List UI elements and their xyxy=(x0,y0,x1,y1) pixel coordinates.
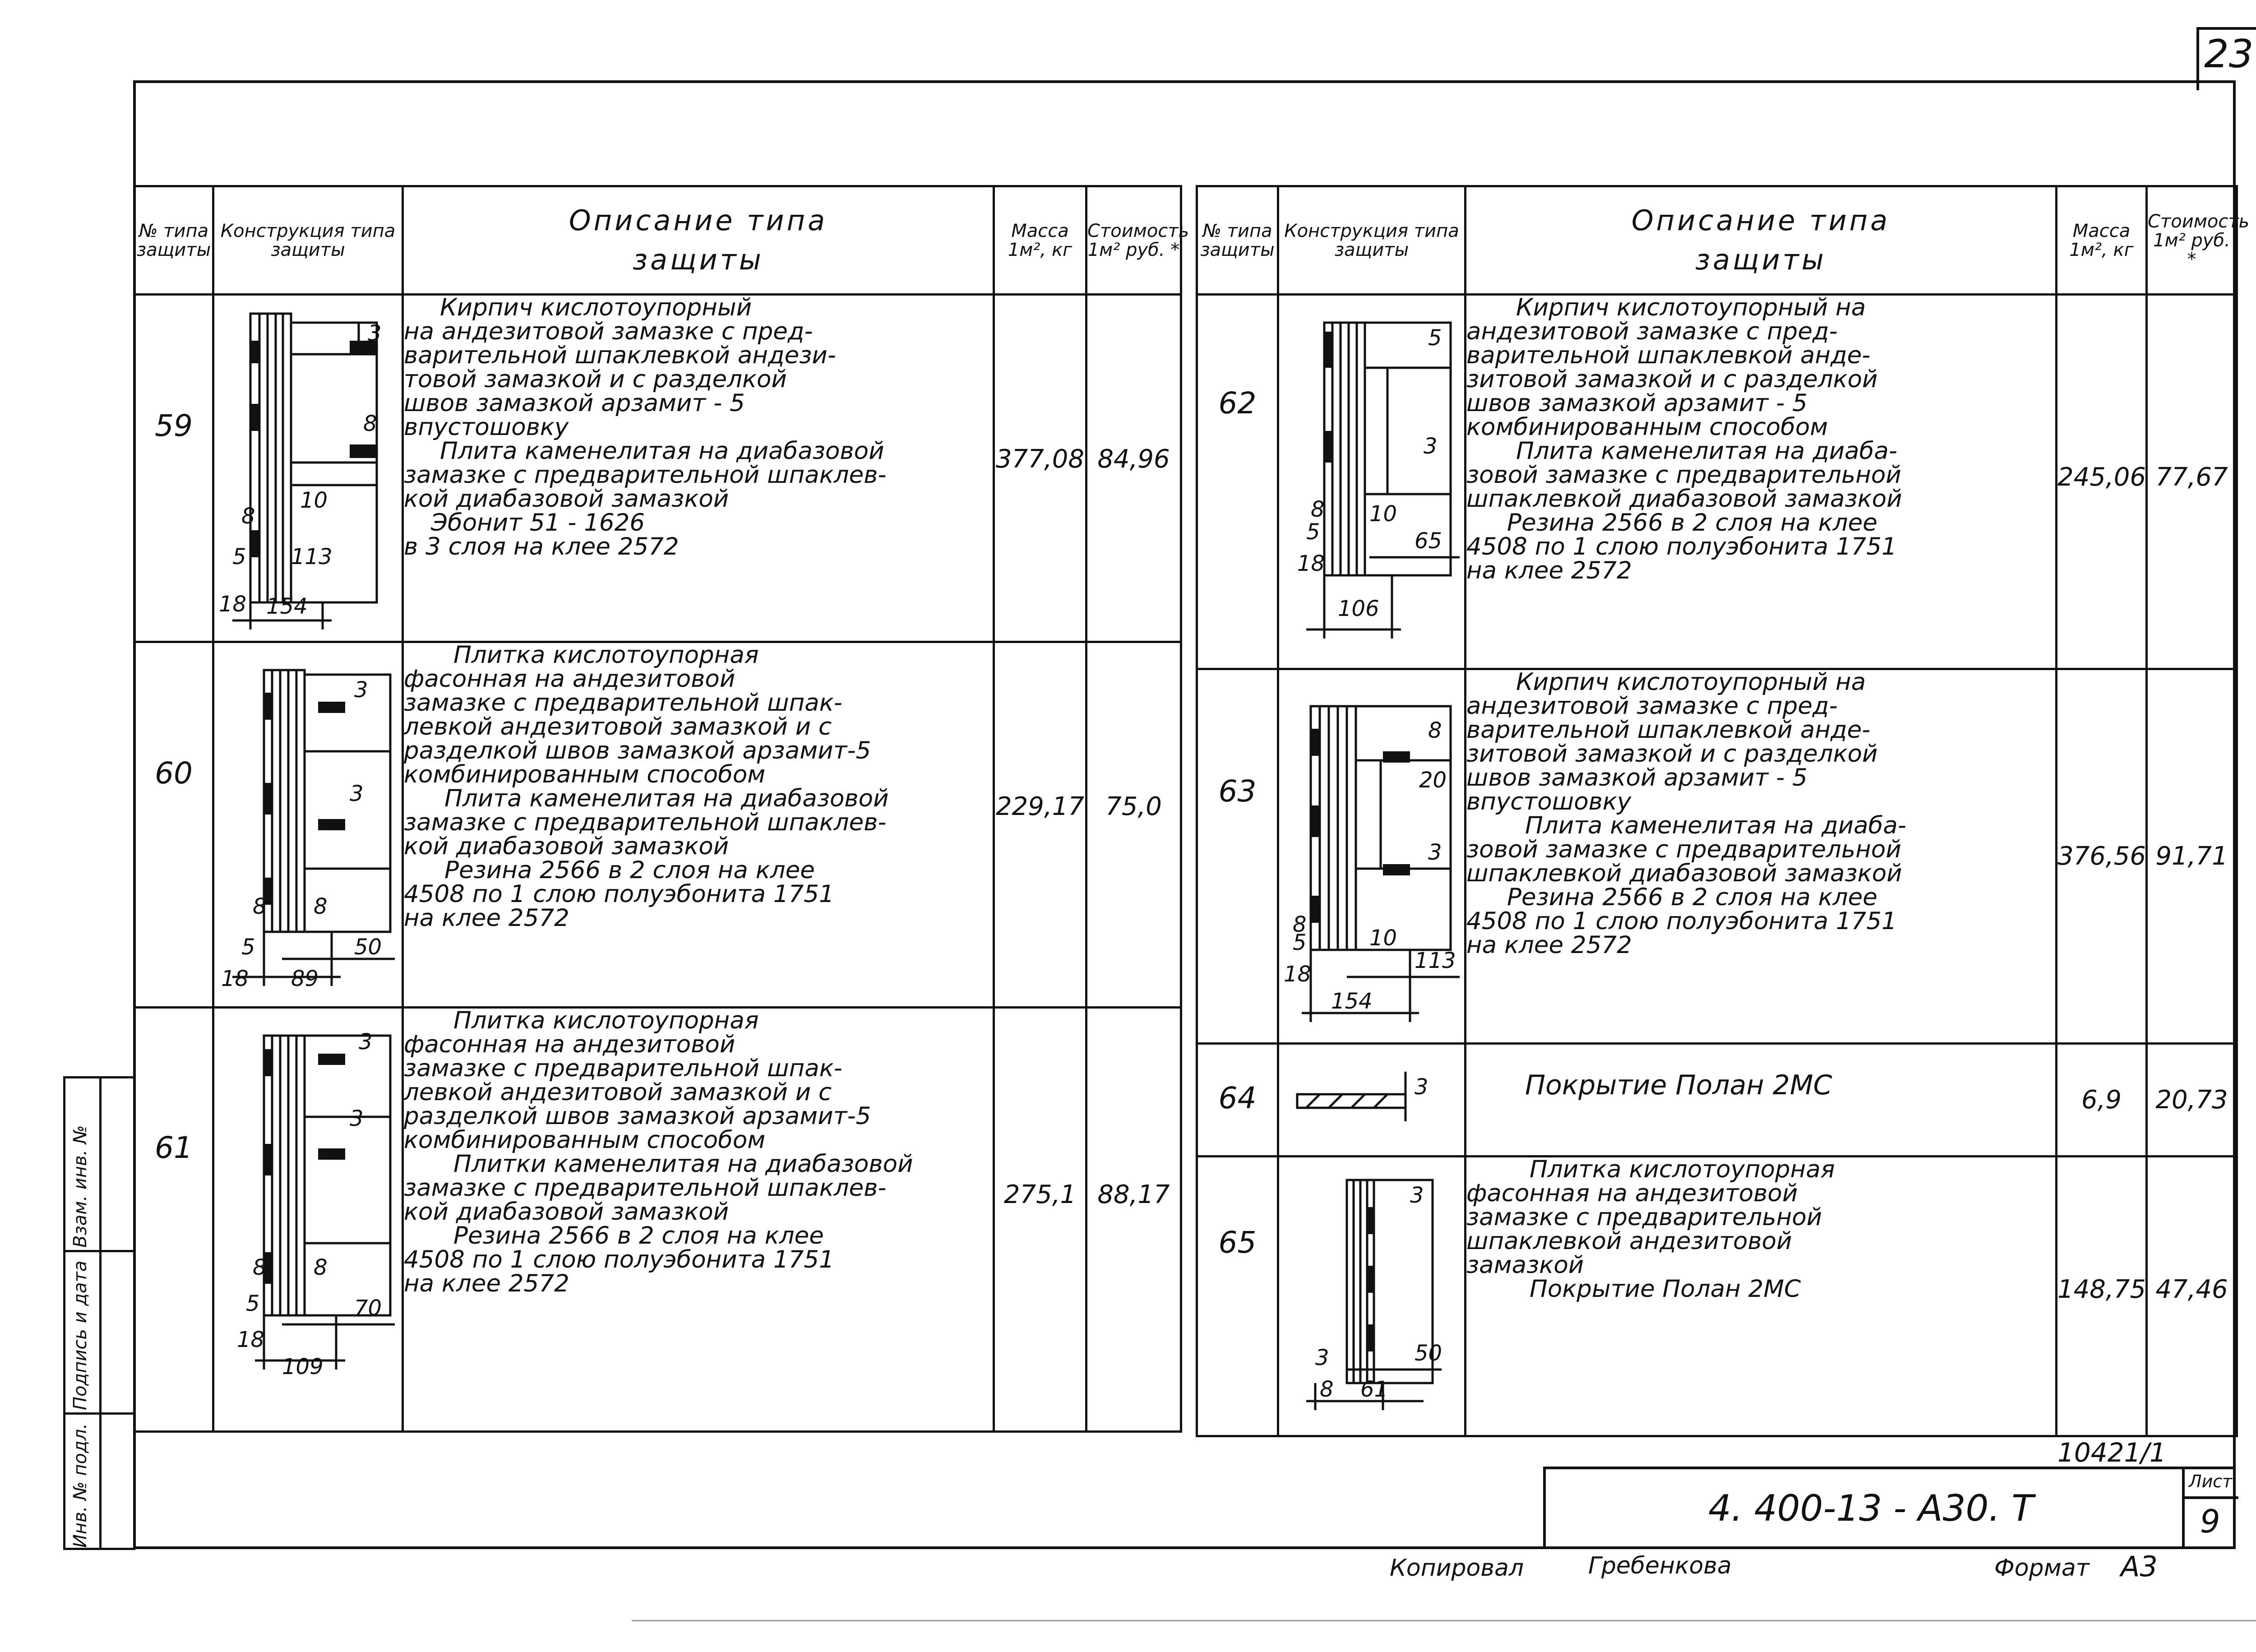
dim-8: 8 xyxy=(1293,912,1307,937)
dim-18: 18 xyxy=(219,592,247,617)
row-number: 65 xyxy=(1197,1157,1278,1436)
table-row xyxy=(134,295,1181,642)
dim-113: 113 xyxy=(291,544,333,569)
mass-value: 377,08 xyxy=(994,295,1086,642)
title-block xyxy=(1543,1467,2236,1549)
header-description: Описание типа защиты xyxy=(1465,186,2057,295)
header-construction: Конструкция типа защиты xyxy=(1278,186,1465,295)
dim-3: 3 xyxy=(368,321,382,346)
description: Кирпич кислотоупорный на андезитовой замазке с пред- варительной шпаклевкой андези- товой замазкой и с разделкой швов замазкой арзамит - 5 впустошовку Плита каменелитая на диабазовой замазке с предварительной шпаклев- кой диабазовой замазкой Эбонит 51 - 1626 в 3 слоя на клее 2572 xyxy=(403,295,994,642)
cost-value: 47,46 xyxy=(2147,1157,2237,1436)
dim-10: 10 xyxy=(1369,501,1397,527)
layer-section-drawing xyxy=(1279,670,1466,1045)
side-stamp xyxy=(63,1076,135,1550)
table-row xyxy=(1197,295,2237,669)
dim-3b: 3 xyxy=(350,1106,364,1131)
construction-drawing xyxy=(213,1008,403,1432)
row-number: 59 xyxy=(134,295,213,642)
dim-5: 5 xyxy=(1306,519,1320,545)
dim-20: 20 xyxy=(1419,768,1447,793)
dim-3: 3 xyxy=(354,677,368,703)
dim-3b: 3 xyxy=(350,781,364,806)
dim-8: 8 xyxy=(241,504,255,529)
left-protection-table xyxy=(133,185,1189,1433)
table-row xyxy=(1197,1157,2237,1436)
layer-section-drawing xyxy=(1279,296,1466,670)
dim-18: 18 xyxy=(1297,551,1325,576)
dim-18: 18 xyxy=(221,966,249,991)
table-row xyxy=(134,642,1181,1008)
cost-value: 88,17 xyxy=(1086,1008,1181,1432)
cost-value: 84,96 xyxy=(1086,295,1181,642)
side-stamp-signature-date: Подпись и дата xyxy=(70,1260,91,1410)
description: Покрытие Полан 2МС xyxy=(1465,1044,2057,1157)
dim-8: 8 xyxy=(1320,1377,1334,1402)
dim-8: 8 xyxy=(1311,497,1325,522)
dim-10: 10 xyxy=(300,488,328,513)
dim-109: 109 xyxy=(282,1354,324,1379)
construction-drawing xyxy=(1278,1157,1465,1436)
row-number: 60 xyxy=(134,642,213,1008)
dim-154: 154 xyxy=(1331,989,1373,1014)
description: Кирпич кислотоупорный на андезитовой замазке с пред- варительной шпаклевкой анде- зитовой замазкой и с разделкой швов замазкой арзамит - 5 впустошовку Плита каменелитая на диаба- зовой замазке с предварительной шпаклевкой диабазовой замазкой Резина 2566 в 2 слоя на клее 4508 по 1 слою полуэбонита 1751 на клее 2572 xyxy=(1465,669,2057,1044)
dim-50: 50 xyxy=(1415,1341,1442,1366)
dim-106: 106 xyxy=(1338,596,1379,621)
description: Кирпич кислотоупорный на андезитовой замазке с пред- варительной шпаклевкой анде- зитовой замазкой и с разделкой швов замазкой арзамит - 5 комбинированным способом Плита каменелитая на диаба- зовой замазке с предварительной шпаклевкой диабазовой замазкой Резина 2566 в 2 слоя на клее 4508 по 1 слою полуэбонита 1751 на клее 2572 xyxy=(1465,295,2057,669)
construction-drawing xyxy=(213,642,403,1008)
copied-by-name: Гребенкова xyxy=(1588,1552,1732,1579)
mass-value: 229,17 xyxy=(994,642,1086,1008)
dim-3: 3 xyxy=(1424,434,1438,459)
dim-89: 89 xyxy=(291,966,319,991)
dim-18: 18 xyxy=(237,1327,265,1352)
document-code: 4. 400-13 - A30. T xyxy=(1708,1487,2034,1529)
dim-5: 5 xyxy=(232,544,246,569)
header-mass: Масса 1м², кг xyxy=(994,186,1086,295)
dim-3: 3 xyxy=(1415,1074,1428,1100)
row-number: 62 xyxy=(1197,295,1278,669)
side-stamp-orig-inv: Инв. № подл. xyxy=(70,1423,91,1548)
header-cost: Стоимость 1м² руб. * xyxy=(1086,186,1181,295)
table-row xyxy=(134,1008,1181,1432)
side-stamp-replace-inv: Взам. инв. № xyxy=(70,1125,91,1248)
dim-3: 3 xyxy=(1428,840,1442,865)
dim-8r: 8 xyxy=(314,894,328,919)
layer-section-drawing xyxy=(1279,1157,1466,1437)
row-number: 63 xyxy=(1197,669,1278,1044)
dim-10: 10 xyxy=(1369,925,1397,951)
mass-value: 245,06 xyxy=(2057,295,2147,669)
dim-8b: 8 xyxy=(363,411,377,436)
dim-65: 65 xyxy=(1415,528,1442,554)
stamp-code: 10421/1 xyxy=(2057,1437,2166,1468)
header-cost: Стоимость 1м² руб. * xyxy=(2147,186,2237,295)
dim-8: 8 xyxy=(253,1255,267,1280)
description: Плитка кислотоупорная фасонная на андезитовой замазке с предварительной шпаклевкой андезитовой замазкой Покрытие Полан 2МС xyxy=(1465,1157,2057,1436)
dim-70: 70 xyxy=(354,1296,382,1321)
mass-value: 275,1 xyxy=(994,1008,1086,1432)
format-label: Формат xyxy=(1994,1555,2090,1582)
header-num: № типа защиты xyxy=(1197,186,1278,295)
sheet-number: 9 xyxy=(2200,1503,2220,1540)
copied-by-label: Копировал xyxy=(1390,1555,1524,1582)
dim-8r: 8 xyxy=(314,1255,328,1280)
dim-61: 61 xyxy=(1360,1377,1388,1402)
dim-18: 18 xyxy=(1284,962,1312,987)
bottom-trim-line xyxy=(632,1620,2256,1621)
row-number: 61 xyxy=(134,1008,213,1432)
mass-value: 6,9 xyxy=(2057,1044,2147,1157)
header-num: № типа защиты xyxy=(134,186,213,295)
mass-value: 148,75 xyxy=(2057,1157,2147,1436)
header-construction: Конструкция типа защиты xyxy=(213,186,403,295)
format-value: А3 xyxy=(2121,1550,2158,1583)
header-mass: Масса 1м², кг xyxy=(2057,186,2147,295)
mass-value: 376,56 xyxy=(2057,669,2147,1044)
page-number: 23 xyxy=(2204,32,2254,77)
dim-50: 50 xyxy=(354,935,382,960)
header-description: Описание типа защиты xyxy=(403,186,994,295)
construction-drawing xyxy=(1278,295,1465,669)
cost-value: 20,73 xyxy=(2147,1044,2237,1157)
row-number: 64 xyxy=(1197,1044,1278,1157)
cost-value: 77,67 xyxy=(2147,295,2237,669)
layer-section-drawing xyxy=(214,1009,404,1433)
construction-drawing xyxy=(213,295,403,642)
cost-value: 75,0 xyxy=(1086,642,1181,1008)
dim-5: 5 xyxy=(241,935,255,960)
dim-5t: 5 xyxy=(1428,325,1442,351)
layer-section-drawing xyxy=(1279,1045,1466,1157)
dim-8t: 8 xyxy=(1428,718,1442,743)
construction-drawing xyxy=(1278,1044,1465,1157)
dim-8: 8 xyxy=(253,894,267,919)
layer-section-drawing xyxy=(214,643,404,1009)
layer-section-drawing xyxy=(214,296,404,643)
dim-3: 3 xyxy=(1315,1345,1329,1370)
dim-3: 3 xyxy=(359,1029,373,1055)
description: Плитка кислотоупорная фасонная на андезитовой замазке с предварительной шпак- левкой андезитовой замазкой и с разделкой швов замазкой арзамит-5 комбинированным способом Плита каменелитая на диабазовой замазке с предварительной шпаклев- кой диабазовой замазкой Резина 2566 в 2 слоя на клее 4508 по 1 слою полуэбонита 1751 на клее 2572 xyxy=(403,642,994,1008)
dim-3t: 3 xyxy=(1410,1183,1424,1208)
construction-drawing xyxy=(1278,669,1465,1044)
sheet-label: Лист xyxy=(2189,1472,2233,1491)
description: Плитка кислотоупорная фасонная на андезитовой замазке с предварительной шпак- левкой андезитовой замазкой и с разделкой швов замазкой арзамит-5 комбинированным способом Плитки каменелитая на диабазовой замазке с предварительной шпаклев- кой диабазовой замазкой Резина 2566 в 2 слоя на клее 4508 по 1 слою полуэбонита 1751 на клее 2572 xyxy=(403,1008,994,1432)
dim-113: 113 xyxy=(1415,948,1456,973)
dim-5: 5 xyxy=(246,1291,260,1316)
dim-5: 5 xyxy=(1293,930,1307,955)
right-protection-table xyxy=(1196,185,2250,1437)
table-row xyxy=(1197,669,2237,1044)
dim-154: 154 xyxy=(266,594,308,619)
table-row xyxy=(1197,1044,2237,1157)
cost-value: 91,71 xyxy=(2147,669,2237,1044)
